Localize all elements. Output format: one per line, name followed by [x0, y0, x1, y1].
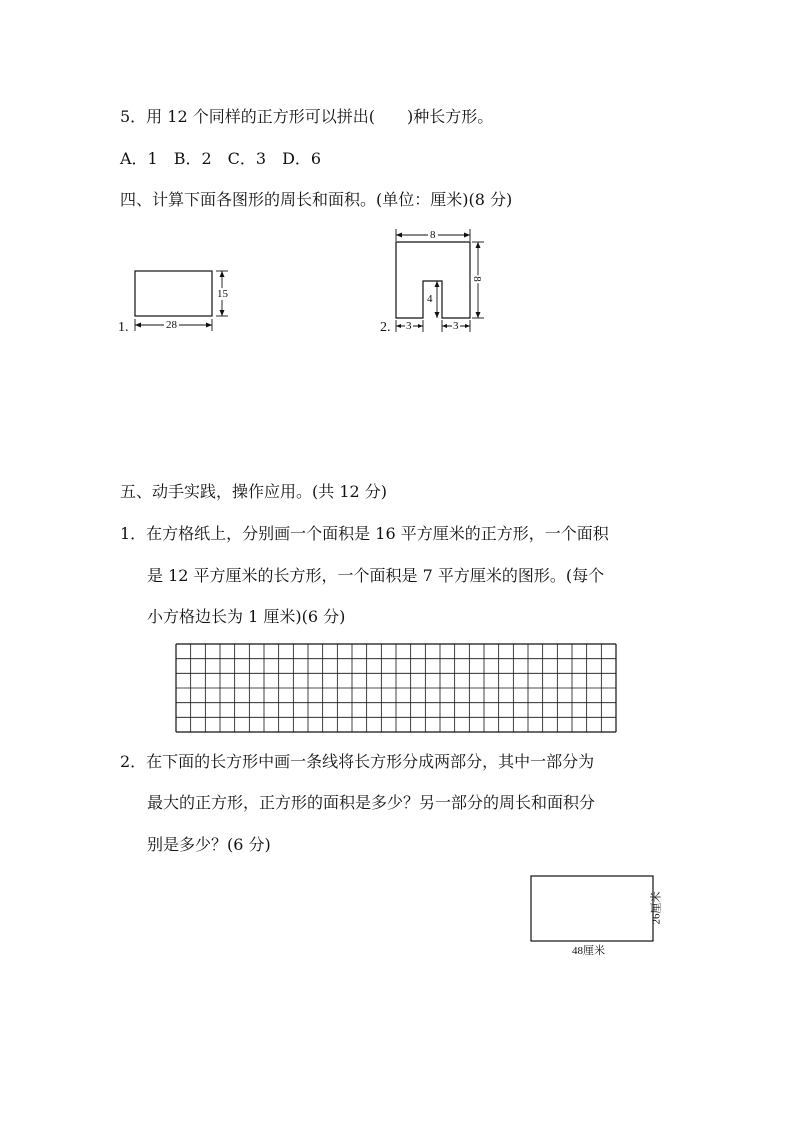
figure-2-notch-label: 4: [427, 293, 433, 305]
question-5-2-height-label: 26厘米: [650, 891, 663, 925]
question-5-1-line-2: 是 12 平方厘米的长方形，一个面积是 7 平方厘米的图形。(每个: [147, 566, 605, 585]
square-grid-paper[interactable]: [176, 644, 616, 732]
question-5-2-line-1: 2．在下面的长方形中画一条线将长方形分成两部分，其中一部分为: [120, 752, 595, 771]
question-5-text: 5．用 12 个同样的正方形可以拼出( )种长方形。: [120, 107, 494, 126]
question-5-1-line-3: 小方格边长为 1 厘米)(6 分): [147, 607, 346, 626]
figure-1-number: 1.: [118, 320, 129, 335]
question-5-2-width-label: 48厘米: [572, 945, 605, 957]
figure-2-side-label: 8: [470, 276, 483, 282]
figure-1-height-label: 15: [217, 288, 228, 300]
figure-2-right-bottom-label: 3: [453, 320, 459, 332]
figure-2-top-label: 8: [430, 229, 436, 241]
question-5-options: A．1 B．2 C．3 D．6: [120, 149, 322, 168]
question-5-2-line-3: 别是多少？(6 分): [147, 835, 271, 854]
section-5-title: 五、动手实践，操作应用。(共 12 分): [120, 482, 388, 501]
figure-2-number: 2.: [380, 320, 391, 335]
section-4-title: 四、计算下面各图形的周长和面积。(单位：厘米)(8 分): [120, 190, 513, 209]
question-5-2-line-2: 最大的正方形，正方形的面积是多少？另一部分的周长和面积分: [147, 793, 596, 812]
figure-1-width-label: 28: [166, 319, 177, 331]
figure-2-left-bottom-label: 3: [406, 320, 412, 332]
question-5-1-line-1: 1．在方格纸上，分别画一个面积是 16 平方厘米的正方形，一个面积: [120, 524, 609, 543]
